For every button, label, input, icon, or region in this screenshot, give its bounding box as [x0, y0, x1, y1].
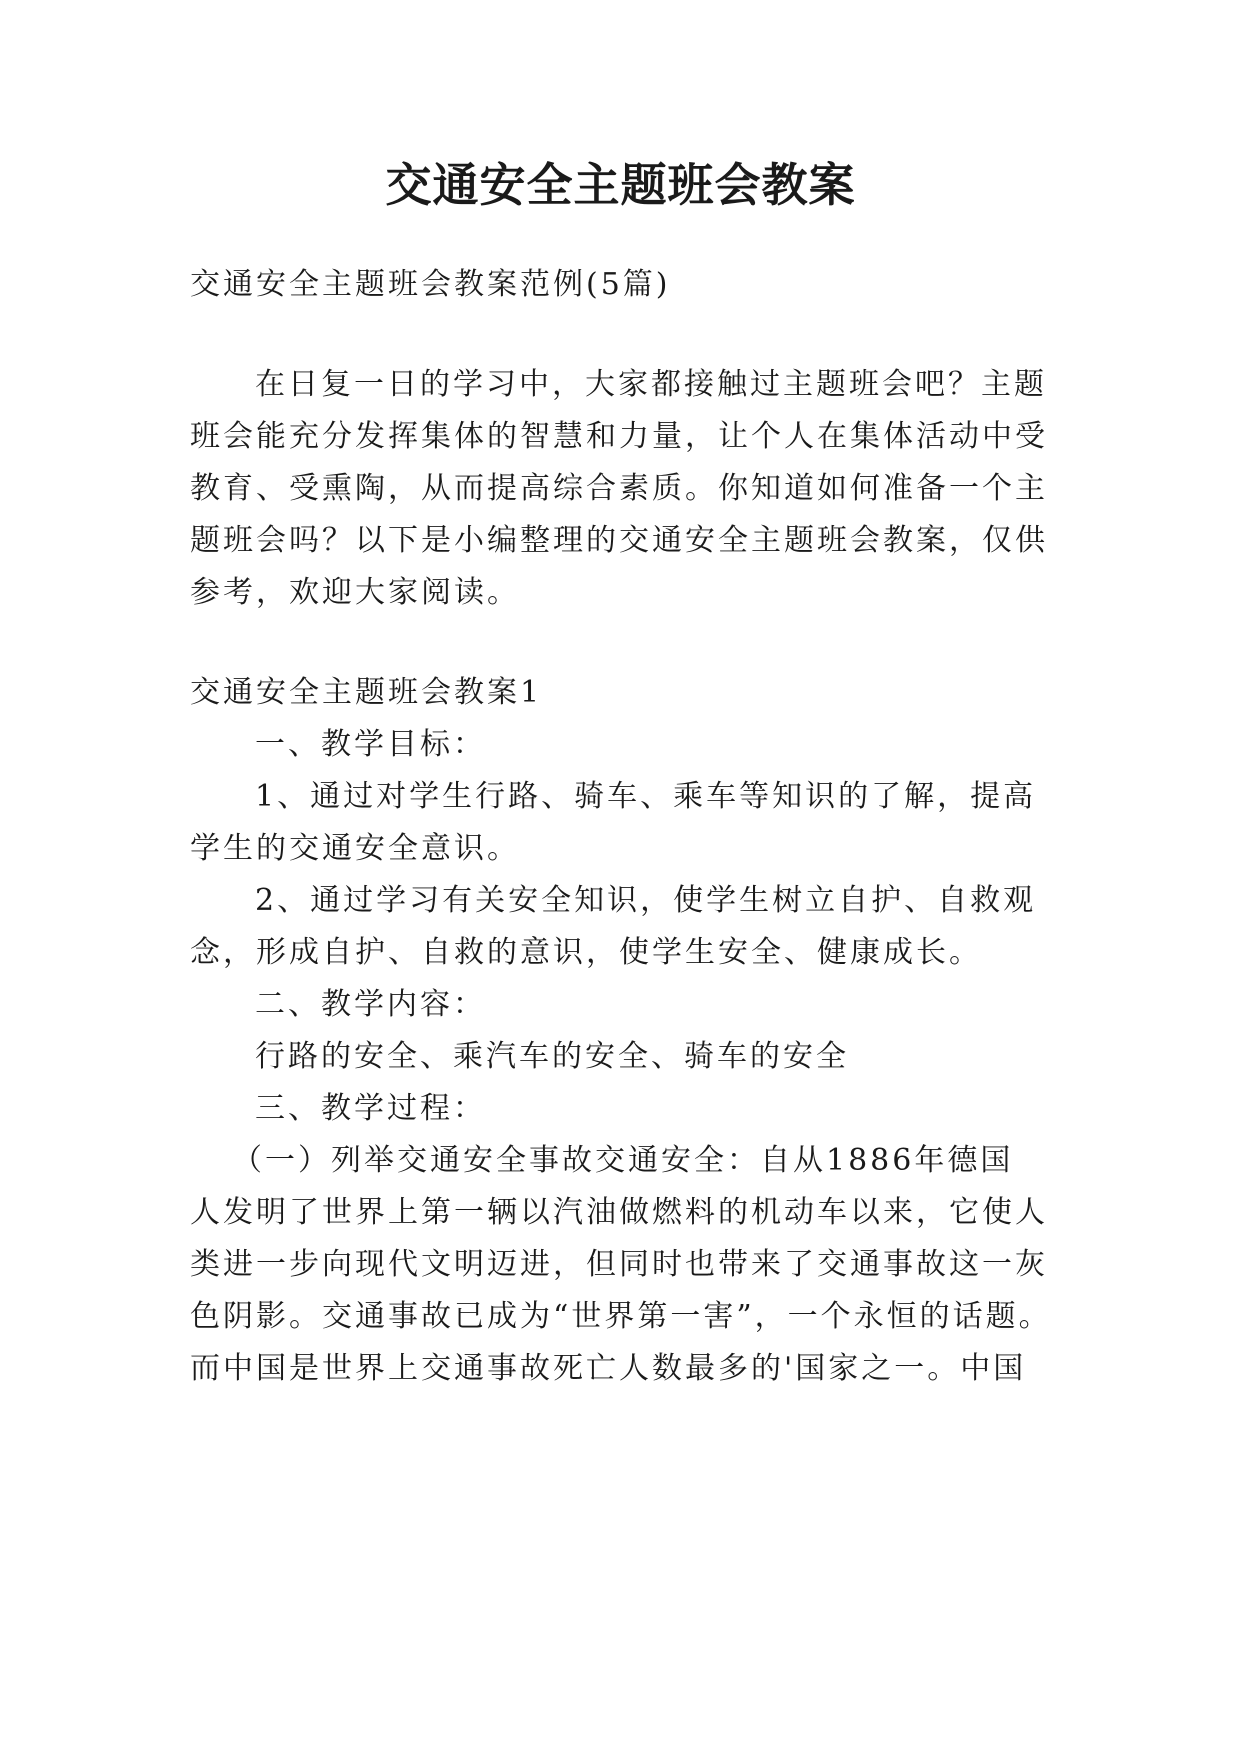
intro-line: 参考，欢迎大家阅读。	[190, 575, 520, 610]
body-line: 而中国是世界上交通事故死亡人数最多的'国家之一。中国	[190, 1351, 1027, 1386]
section-heading-process: 三、教学过程：	[255, 1091, 486, 1126]
intro-line: 班会能充分发挥集体的智慧和力量，让个人在集体活动中受	[190, 419, 1048, 454]
body-line: 学生的交通安全意识。	[190, 831, 520, 866]
intro-line: 教育、受熏陶，从而提高综合素质。你知道如何准备一个主	[190, 471, 1048, 506]
body-line: 行路的安全、乘汽车的安全、骑车的安全	[255, 1039, 849, 1074]
section-heading-content: 二、教学内容：	[255, 987, 486, 1022]
body-line: 人发明了世界上第一辆以汽油做燃料的机动车以来，它使人	[190, 1195, 1048, 1230]
body-line: 色阴影。交通事故已成为“世界第一害”，一个永恒的话题。	[190, 1299, 1052, 1334]
section-heading: 交通安全主题班会教案1	[190, 675, 543, 710]
intro-line: 题班会吗？以下是小编整理的交通安全主题班会教案，仅供	[190, 523, 1048, 558]
body-line: 类进一步向现代文明迈进，但同时也带来了交通事故这一灰	[190, 1247, 1048, 1282]
body-line: （一）列举交通安全事故交通安全：自从1886年德国	[232, 1143, 1014, 1178]
body-line: 2、通过学习有关安全知识，使学生树立自护、自救观	[255, 883, 1037, 918]
body-line: 念，形成自护、自救的意识，使学生安全、健康成长。	[190, 935, 982, 970]
section-heading-objectives: 一、教学目标：	[255, 727, 486, 762]
intro-line: 在日复一日的学习中，大家都接触过主题班会吧？主题	[255, 367, 1047, 402]
body-line: 1、通过对学生行路、骑车、乘车等知识的了解，提高	[255, 779, 1037, 814]
page-title: 交通安全主题班会教案	[385, 158, 856, 212]
document-subtitle: 交通安全主题班会教案范例(5篇)	[190, 267, 671, 302]
